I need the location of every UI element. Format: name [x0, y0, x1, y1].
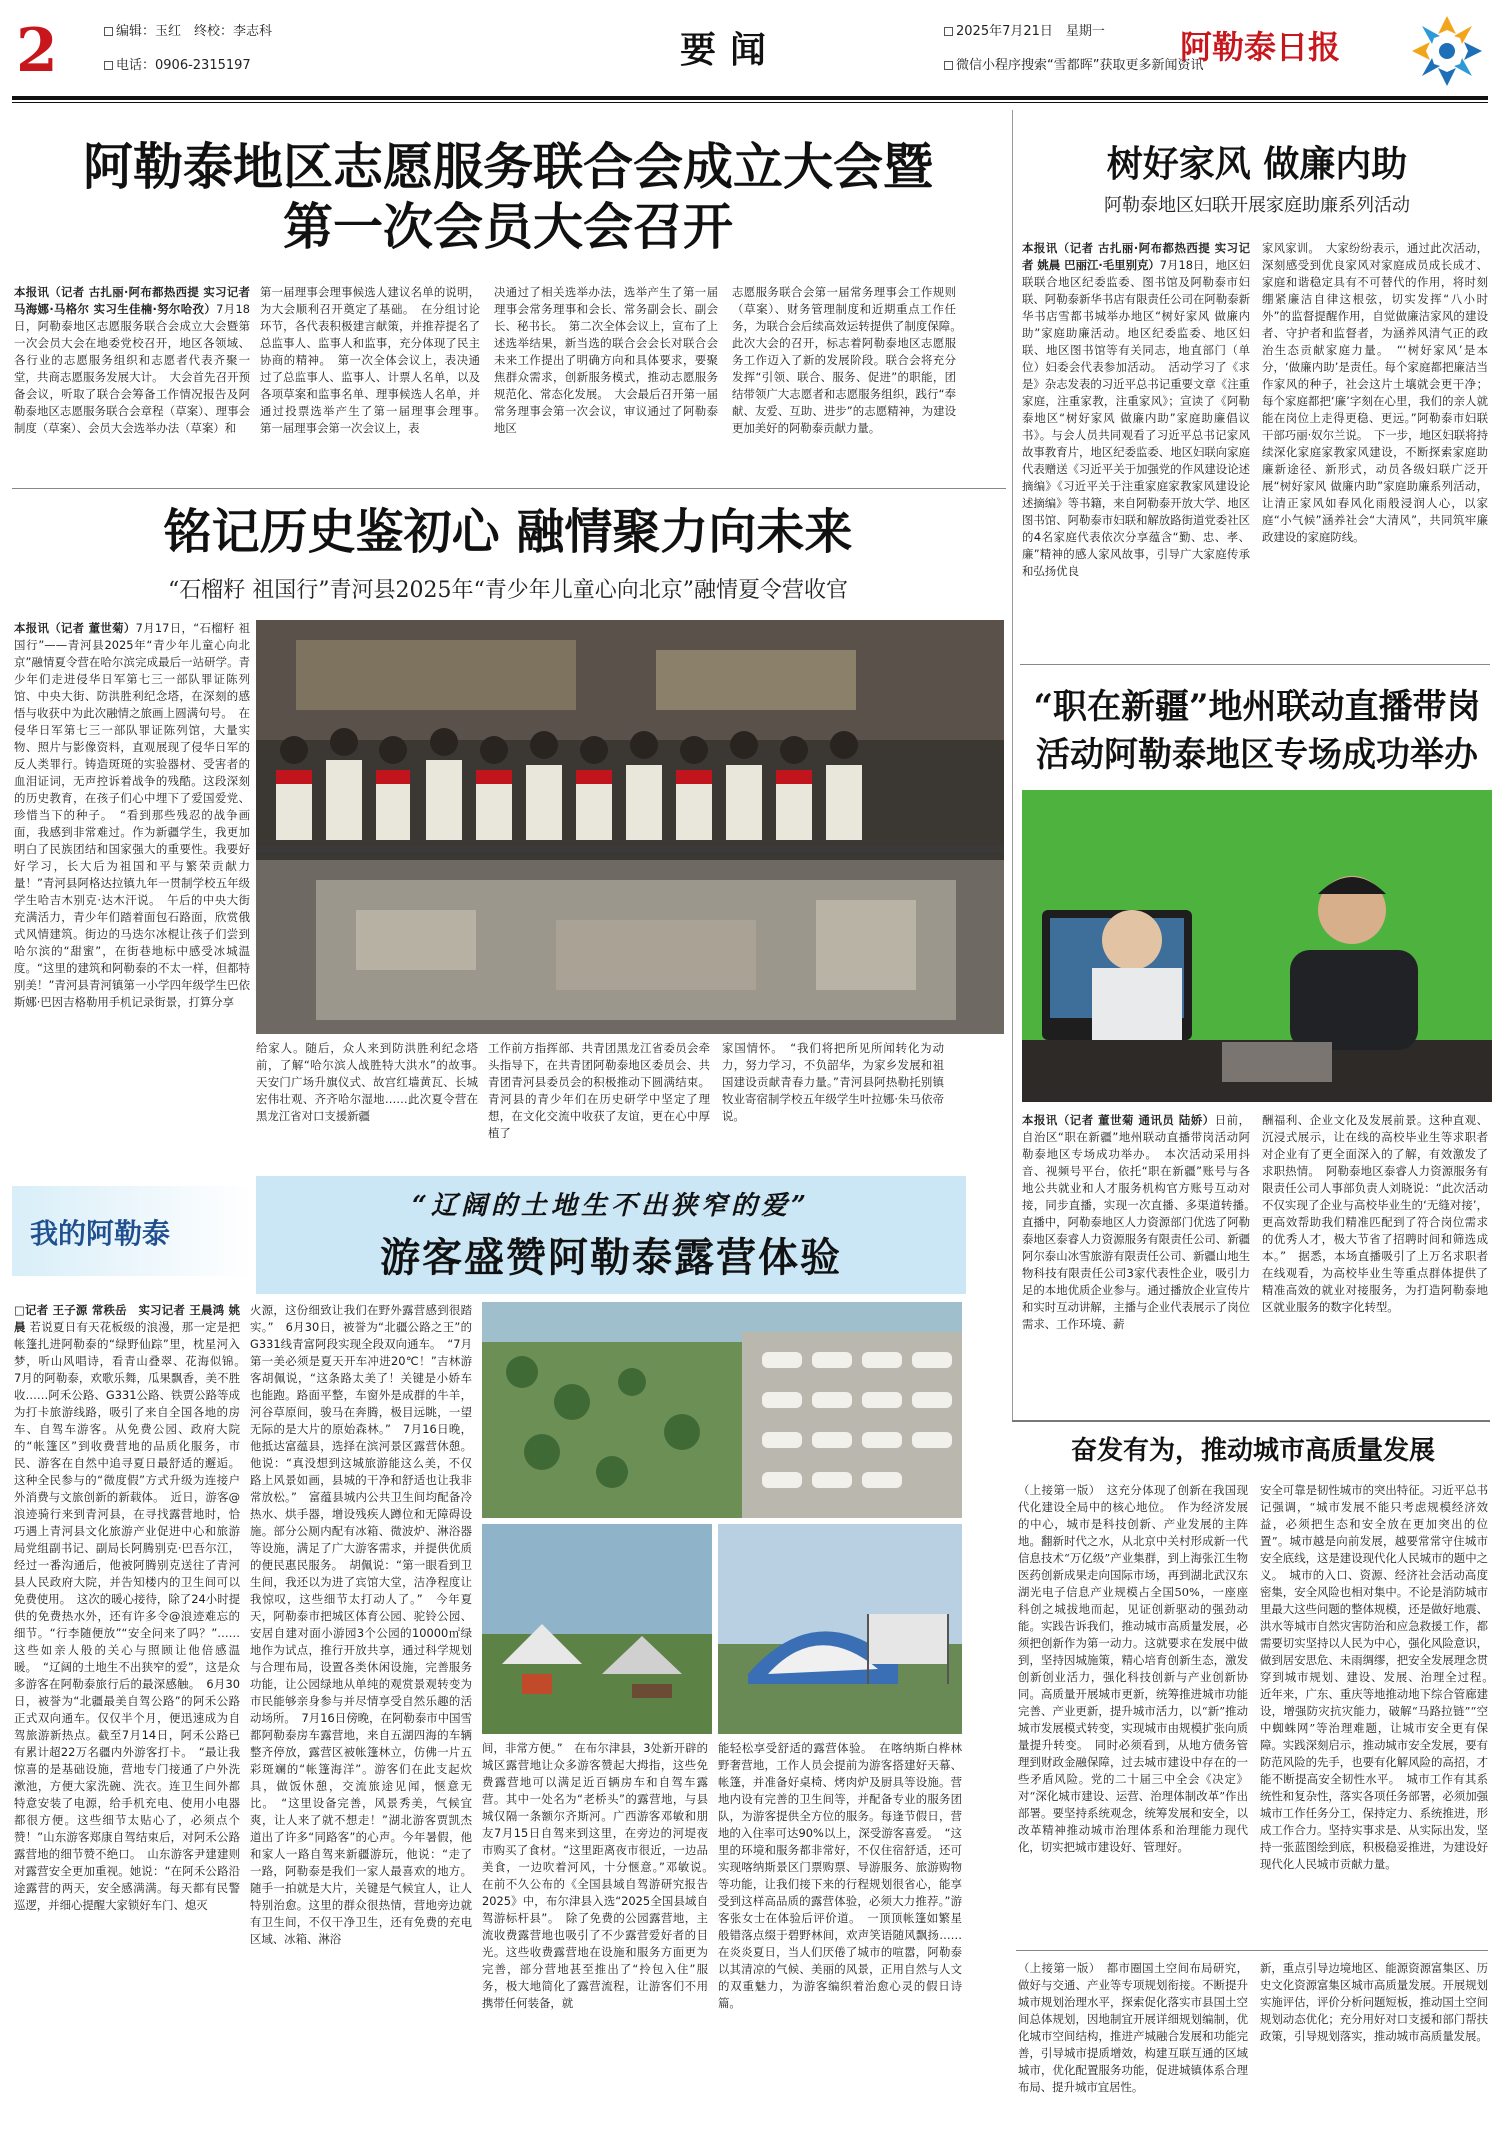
article1-col4: 志愿服务联合会第一届常务理事会工作规则（草案）、财务管理制度和近期重点工作任务，为联合会后续高效运转提供了制度保障。 此次大会的召开，标志着阿勒泰地区志愿服务工作迈入了新的发展阶段。联合会将充分发挥“引领、联合、服务、促进”的职能，团结带领广大志愿者和志愿服务组织，践行“奉献、友爱、互助、进步”的志愿精神，为建设更加美好的阿勒泰贡献力量。: [732, 285, 968, 435]
wechat-info: 微信小程序搜索“雪都晖”获取更多新闻资讯: [944, 56, 1203, 76]
campground-photo: [482, 1524, 712, 1734]
article5-col2: 火源，这份细致让我们在野外露营感到很踏实。” 6月30日，被誉为“北疆公路之王”的G331线青富阿段实现全段双向通车。 “7月第一美必须是夏天开车冲进20℃！”吉林游客胡佩说，“这条路太美了！关键是小娇车也能跑。路面平整，车窗外是成群的牛羊，河谷草原间，骏马在奔腾，极目远眺，一望无际的是大片的原始森林。” 7月16日晚，他抵达富蕴县，选择在滨河景区露营休憩。他说：“真没想到这城旅游能这么美，不仅路上风景如画，县城的干净和舒适也让我非常放松。” 富蕴县城内公共卫生间均配备冷热水、烘手器，增设残疾人蹲位和无障碍设施。部分公厕内配有冰箱、微波炉、淋浴器等设施，满足了广大游客需求，并提供优质的便民惠民服务。 胡佩说：“第一眼看到卫生间，我还以为进了宾馆大堂，洁净程度让我惊叹，这些细节太打动人了。” 今年夏天，阿勒泰市把城区体育公园、驼铃公园、安居自建对面小游园3个公园的10000㎡绿地作为试点，推行开放共享，通过科学规划与合理布局，设置各类休闲设施，完善服务功能，让公园绿地从单纯的观赏景观转变为市民能够亲身参与并尽情享受自然乐趣的活动场所。 7月16日傍晚，在阿勒泰市中国雪都阿勒泰房车露营地，来自五湖四海的车辆整齐停放，露营区被帐篷林立，仿佛一片五彩斑斓的“帐篷海洋”。游客们在此支起炊具，做饭休憩，交流旅途见闻，惬意无比。 “这里设备完善，风景秀美，气候宜爽，让人来了就不想走！”湖北游客贾凯杰道出了许多“同路客”的心声。今年暑假，他和家人一路自驾来新疆游玩，他说：“走了一路，阿勒泰是我们一家人最喜欢的地方。随手一拍就是大片，关键是气候宜人，让人特别治愈。这里的群众很热情，营地旁边就有卫生间，不仅干净卫生，还有免费的充电区域、冰箱、淋浴: [250, 1303, 472, 1946]
article6-title: 奋发有为，推动城市高质量发展: [1070, 1436, 1435, 1466]
article3-subtitle: 阿勒泰地区妇联开展家庭助廉系列活动: [1104, 195, 1410, 216]
article4-col1: 本报讯（记者 董世菊 通讯员 陆娇）日前，自治区“职在新疆”地州联动直播带岗活动阿勒泰地区专场成功举办。 本次活动采用抖音、视频号平台，依托“职在新疆”账号与各地公共就业和人才服务机构官方账号互动对接，同步直播，实现一次直播、多渠道转播。 直播中，阿勒泰地区人力资源部门优选了阿勒泰地区泰睿人力资源服务有限责任公司、新疆阿尔泰山冰雪旅游有限责任公司、新疆山地生物科技有限责任公司3家代表性企业，吸引力足的本地优质企业参与。通过播放企业宣传片和实时互动讲解，主播与企业代表展示了岗位需求、工作环境、薪: [1022, 1113, 1262, 1331]
article2-col1: 本报讯（记者 董世菊）7月17日，“石榴籽 祖国行”——青河县2025年“青少年儿童心向北京”融情夏令营在哈尔滨完成最后一站研学。青少年们走进侵华日军第七三一部队罪证陈列馆、中央大街、防洪胜利纪念塔，在深刻的感悟与收获中为此次融情之旅画上圆满句号。 在侵华日军第七三一部队罪证陈列馆，大量实物、照片与影像资料，直观展现了侵华日军的反人类罪行。铸造斑斑的实验器材、受害者的血泪证词，无声控诉着战争的残酷。这段深刻的历史教育，在孩子们心中埋下了爱国爱党、珍惜当下的种子。 “看到那些残忍的战争画面，我感到非常难过。作为新疆学生，我更加明白了民族团结和国家强大的重要性。我要好好学习，长大后为祖国和平与繁荣贡献力量！”青河县阿格达拉镇九年一贯制学校五年级学生哈吉木别克·达木汗说。 午后的中央大街充满活力，青少年们踏着面包石路面，欣赏俄式风情建筑。街边的马迭尔冰棍让孩子们尝到哈尔滨的“甜蜜”，在街巷地标中感受冰城温度。“这里的建筑和阿勒泰的不太一样，但都特别美！”青河县青河镇第一小学四年级学生巴依斯娜·巴因吉格勒用手机记录街景，打算分享: [14, 621, 251, 1009]
article4-col2: 酬福利、企业文化及发展前景。这种直观、沉浸式展示，让在线的高校毕业生等求职者对企业有了更全面深入的了解，有效激发了求职热情。 阿勒泰地区泰睿人力资源服务有限责任公司人事部负责人刘晓说：“此次活动不仅实现了企业与高校毕业生的‘无缝对接’，更高效帮助我们精准匹配到了符合岗位需求的优秀人才，极大节省了招聘时间和筛选成本。” 据悉，本场直播吸引了上万名求职者在线观看，为高校毕业生等重点群体提供了精准高效的就业对接服务，为打造阿勒泰地区就业服务的数字化转型。: [1262, 1113, 1488, 1314]
article2-col4: 家国情怀。 “我们将把所见所闻转化为动力，努力学习，不负韶华，为家乡发展和祖国建设贡献青春力量。”青河县阿热勒托别镇牧业寄宿制学校五年级学生叶拉娜·朱马依帝说。: [722, 1041, 944, 1123]
divider: [1016, 1950, 1488, 1951]
editors-info: 编辑：玉红 终校：李志科: [104, 22, 272, 42]
page-number: 2: [16, 16, 58, 86]
article3-col1: 本报讯（记者 古扎丽·阿布都热西提 实习记者 姚晨 巴丽江·毛里别克）7月18日，地区妇联联合地区纪委监委、图书馆及阿勒泰市妇联、阿勒泰新华书店有限责任公司在阿勒泰新华书店雪都书城举办地区“树好家风 做廉内助”家庭助廉活动。地区纪委监委、地区妇联、地区图书馆等有关同志，地直部门（单位）妇委会代表参加活动。 活动学习了《求是》杂志发表的习近平总书记重要文章《注重家庭，注重家教，注重家风》；宣读了《阿勒泰地区“树好家风 做廉内助”家庭助廉倡议书》。与会人员共同观看了习近平总书记家风故事教育片，地区纪委监委、地区妇联向家庭代表赠送《习近平关于加强党的作风建设论述摘编》《习近平关于注重家庭家教家风建设论述摘编》等书籍，来自阿勒泰开放大学、地区图书馆、阿勒泰市妇联和解放路街道党委社区的4名家庭代表依次分享蕴含“勤、忠、孝、廉”精神的感人家风故事，引导广大家庭传承和弘扬优良: [1022, 241, 1250, 578]
masthead-rule: [12, 96, 1488, 100]
column-name: 我的阿勒泰: [30, 1217, 171, 1250]
divider: [1012, 1420, 1490, 1422]
article5-col4: 能轻松享受舒适的露营体验。 在喀纳斯白桦林野奢营地，工作人员会提前为游客搭建好天幕、帐篷，并准备好桌椅、烤肉炉及厨具等设施。营地内设有完善的卫生间等，并配备专业的服务团队，为游客提供全方位的服务。每逢节假日，营地的入住率可达90%以上，深受游客喜爱。 “这里的环境和服务都非常好，不仅住宿舒适，还可实现喀纳斯景区门票购票、导游服务、旅游购物等功能，让我们接下来的行程规划很省心，能享受到这样高品质的露营体验，必须大力推荐。”游客张女士在体验后评价道。 一顶顶帐篷如繁星般错落点缀于碧野林间，欢声笑语随风飘扬……在炎炎夏日，当人们厌倦了城市的喧嚣，阿勒泰以其清凉的气候、美丽的风景，正用自然与人文的双重魅力，为游客编织着治愈心灵的假日诗篇。: [718, 1741, 962, 2010]
paper-name: 阿勒泰日报: [1180, 28, 1341, 66]
article4-title-line1: “职在新疆”地州联动直播带岗: [1033, 687, 1481, 727]
date-info: 2025年7月21日 星期一: [944, 22, 1105, 42]
article6-col1: （上接第一版） 这充分体现了创新在我国现代化建设全局中的核心地位。 作为经济发展的中心，城市是科技创新、产业发展的主阵地。翻新时代之水，从北京中关村形成新一代信息技术“万亿级”产业集群，到上海张江生物医药创新成果走向国际市场，再到湖北武汉东湖光电子信息产业规模占全国50%，一座座科创之城拔地而起，见证创新驱动的强劲动能。实践告诉我们，推动城市高质量发展，必须把创新作为第一动力。这就要求在发展中做到，坚持因城施策，精心培育创新生态，激发创新创业活力，强化科技创新与产业创新协同。高质量开展城市更新，统筹推进城市功能完善、产业更新，提升城市活力，以“新”推动城市发展模式转变，实现城市由规模扩张向质量提升转变。 同时必须看到，从地方债务管理到财政金融保障，过去城市建设中存在的一些矛盾风险。党的二十届三中全会《决定》对“深化城市建设、运营、治理体制改革”作出部署。要坚持系统观念，统筹发展和安全，以改革精神推动城市治理体系和治理能力现代化，切实把城市建设好、管理好。: [1018, 1483, 1248, 1854]
article3-title: 树好家风 做廉内助: [1106, 143, 1408, 185]
article1-col3: 决通过了相关选举办法，选举产生了第一届理事会常务理事和会长、常务副会长、副会长、秘书长。 第二次全体会议上，宣布了上述选举结果，新当选的联合会会长对联合会未来工作提出了明确方向和具体要求，要聚焦群众需求，创新服务模式，推动志愿服务规范化、常态化发展。 大会最后召开第一届常务理事会第一次会议，审议通过了阿勒泰地区: [494, 285, 718, 435]
article6-col2: 安全可靠是韧性城市的突出特征。习近平总书记强调，“城市发展不能只考虑规模经济效益，必须把生态和安全放在更加突出的位置”。城市越是向前发展，越要常常守住城市安全底线，这是建设现代化人民城市的题中之义。 城市的入口、资源、经济社会活动高度密集，安全风险也相对集中。不论是消防城市里最大这些问题的整体规模，还是做好地震、洪水等城市自然灾害防治和应急救援工作，都需要切实坚持以人民为中心，强化风险意识，做到居安思危、未雨绸缪，把安全发展理念贯穿到城市规划、建设、发展、治理全过程。 近年来，广东、重庆等地推动地下综合管廊建设，增强防灾抗灾能力，破解“马路拉链”“空中蜘蛛网”等治理难题，让城市安全更有保障。实践深刻启示，推动城市安全发展，要有防范风险的先手，也要有化解风险的高招，才能不断提高安全韧性水平。 城市工作有其系统性和复杂性，落实各项任务部署，必须加强城市工作任务分工，保持定力、系统推进，形成工作合力。坚持实事求是、从实际出发，坚持一张蓝图绘到底，积极稳妥推进，为建设好现代化人民城市贡献力量。: [1260, 1483, 1500, 1871]
article1-title-line1: 阿勒泰地区志愿服务联合会成立大会暨: [83, 137, 933, 196]
article2-col3: 工作前方指挥部、共青团黑龙江省委员会牵头指导下，在共青团阿勒泰地区委员会、共青团青河县委员会的积极推动下圆满结束。青河县的青少年们在历史研学中坚定了理想，在文化交流中收获了友谊，更在心中厚植了: [488, 1041, 710, 1140]
article5-col3: 间，非常方便。” 在布尔津县，3处新开辟的城区露营地让众多游客赞起大拇指，这些免费露营地可以满足近百辆房车和自驾车露营。其中一处名为“老桥头”的露营地，与县城仅隔一条额尔齐斯河。广西游客邓敏和朋友7月15日自驾来到这里，在旁边的河堤夜市购买了食材。“这里距离夜市很近，一边品美食，一边吹着河风，十分惬意。”邓敏说。 在前不久公布的《全国县域自驾游研究报告2025》中，布尔津县入选“2025全国县域自驾游标杆县”。 除了免费的公园露营地，主流收费露营地也吸引了不少露营爱好者的目光。这些收费露营地在设施和服务方面更为完善，部分营地甚至推出了“拎包入住”服务，极大地简化了露营流程，让游客们不用携带任何装备，就: [482, 1741, 720, 2010]
divider: [1020, 664, 1490, 665]
article1-col2: 第一届理事会理事候选人建议名单的说明，为大会顺利召开奠定了基础。 在分组讨论环节，各代表积极建言献策，并推荐提名了总监事人、监事人和监事，充分体现了民主协商的精神。 第一次全体会议上，表决通过了总监事人、监事人、计票人名单，以及各项草案和监事名单、理事候选人名单，并通过投票选举产生了第一届理事会理事。 第一届理事会第一次会议上，表: [260, 285, 492, 435]
article5-title-line1: “辽阔的土地生不出狭窄的爱”: [412, 1191, 810, 1221]
article5-title-line2: 游客盛赞阿勒泰露营体验: [380, 1234, 842, 1281]
children-museum-photo: [256, 620, 1004, 1034]
article5-col1: □记者 王子源 常秩岳 实习记者 王晨鸿 姚晨 若说夏日有天花板级的浪漫，那一定是把帐篷扎进阿勒泰的“绿野仙踪”里，枕星河入梦，听山风唱诗，看青山叠翠、花海似锦。 7月的阿勒泰，欢歌乐舞，瓜果飘香，美不胜收……阿禾公路、G331公路、铁贾公路等成为打卡旅游线路，吸引了来自全国各地的房车、自驾车游客。从免费公园、政府大院的“帐篷区”到收费营地的品质化服务，市民、游客在自然中追寻夏日最舒适的邂逅。这种全民参与的“微度假”方式升级为连接户外消费与文旅创新的新载体。 近日，游客@浪迹骑行来到青河县，在寻找露营地时，恰巧遇上青河县文化旅游产业促进中心和旅游局党组副书记、副局长阿腾别克·巴吾尔江，经过一番沟通后，他被阿腾别克送往了青河县人民政府大院，并告知楼内的卫生间可以免费使用。 这次的暖心接待，除了24小时提供的免费热水外，还有许多令@浪迹难忘的细节。“行李随便放”“安全问来了吗？”……这些如亲人般的关心与照顾让他倍感温暖。 “辽阔的土地生不出狭窄的爱”，这是众多游客在阿勒泰旅行后的最深感触。 6月30日，被誉为“北疆最美自驾公路”的阿禾公路正式双向通车。仅仅半个月，便迅速成为自驾旅游新热点。截至7月14日，阿禾公路已有累计超22万名疆内外游客打卡。 “最让我惊喜的是基础设施，营地专门接通了户外洗漱池，方便大家洗碗、洗衣。连卫生间外都特意安装了电源，给手机充电、使用小电器都很方便。这些细节太贴心了，必须点个赞！”山东游客郑康自驾结束后，对阿禾公路露营地的细节赞不绝口。 山东游客尹建建则对露营安全更加重视。她说：“在阿禾公路沿途露营的两天，安全感满满。每天都有民警巡逻，并细心提醒大家锁好车门、熄灭: [14, 1303, 252, 1912]
article4-title-line2: 活动阿勒泰地区专场成功举办: [1036, 735, 1478, 775]
article6-col4: 新，重点引导边境地区、能源资源富集区、历史文化资源富集区城市高质量发展。开展规划实施评估，评价分析问题短板，推动国土空间规划动态优化；充分用好对口支援和部门帮扶政策，引导规划落实，推动城市高质量发展。: [1260, 1961, 1488, 2043]
article2-subtitle: “石榴籽 祖国行”青河县2025年“青少年儿童心向北京”融情夏令营收官: [168, 578, 848, 603]
divider: [12, 488, 1006, 489]
tent-photo: [718, 1524, 962, 1734]
campsite-aerial-photo: [482, 1302, 962, 1518]
article3-col2: 家风家训。 大家纷纷表示，通过此次活动，深刻感受到优良家风对家庭成员成长成才、家庭和谐稳定具有不可替代的作用，将时刻绷紧廉洁自律这根弦，切实发挥“八小时外”的监督提醒作用，自觉做廉洁家风的建设者、守护者和监督者，为涵养风清气正的政治生态贡献家庭力量。 “‘树好家风’是本分，‘做廉内助’是责任。每个家庭都把廉洁当作家风的种子，社会这片土壤就会更干净；每个家庭都把‘廉’字刻在心里，我们的亲人就能在岗位上走得更稳、更远。”阿勒泰市妇联干部巧丽·奴尔兰说。 下一步，地区妇联将持续深化家庭家教家风建设，不断探索家庭助廉新途径、新形式，动员各级妇联广泛开展“树好家风 做廉内助”家庭助廉系列活动，让清正家风如春风化雨般浸润人心，以家庭“小气候”涵养社会“大清风”，共同筑牢廉政建设的家庭防线。: [1262, 241, 1488, 544]
masthead-rule-thin: [12, 102, 1488, 103]
phone-info: 电话：0906-2315197: [104, 56, 251, 76]
column-divider: [1012, 110, 1013, 1420]
article2-title: 铭记历史鉴初心 融情聚力向未来: [163, 504, 853, 560]
logo-icon: [1408, 12, 1486, 90]
article2-col2: 给家人。随后，众人来到防洪胜利纪念塔前，了解“哈尔滨人战胜特大洪水”的故事。 天安门广场升旗仪式、故宫红墙黄瓦、长城宏伟壮观、齐齐哈尔湿地……此次夏令营在黑龙江省对口支援新疆: [256, 1041, 490, 1123]
livestream-photo: [1022, 790, 1492, 1102]
section-title: 要闻: [679, 29, 780, 71]
article1-col1: 本报讯（记者 古扎丽·阿布都热西提 实习记者 马海娜·马格尔 实习生佳楠·努尔哈孜）7月18日，阿勒泰地区志愿服务联合会成立大会暨第一次会员大会在地委党校召开，地区各领域、各行业的志愿服务组织和志愿者代表齐聚一堂，共商志愿服务发展大计。 大会首先召开预备会议，听取了联合会筹备工作情况报告及阿勒泰地区志愿服务联合会章程（草案）、理事会制度（草案）、会员大会选举办法（草案）和: [14, 285, 251, 435]
article1-title-line2: 第一次会员大会召开: [283, 197, 733, 256]
article6-col3: （上接第一版） 都市圈国土空间布局研究，做好与交通、产业等专项规划衔接。不断提升城市规划治理水平，探索促化落实市县国土空间总体规划，因地制宜开展详细规划编制，优化城市空间结构，推进产城融合发展和功能完善，引导城市提质增效，构建互联互通的区域城市，优化配置服务功能，促进城镇体系合理布局、提升城市宜居性。: [1018, 1961, 1248, 2094]
